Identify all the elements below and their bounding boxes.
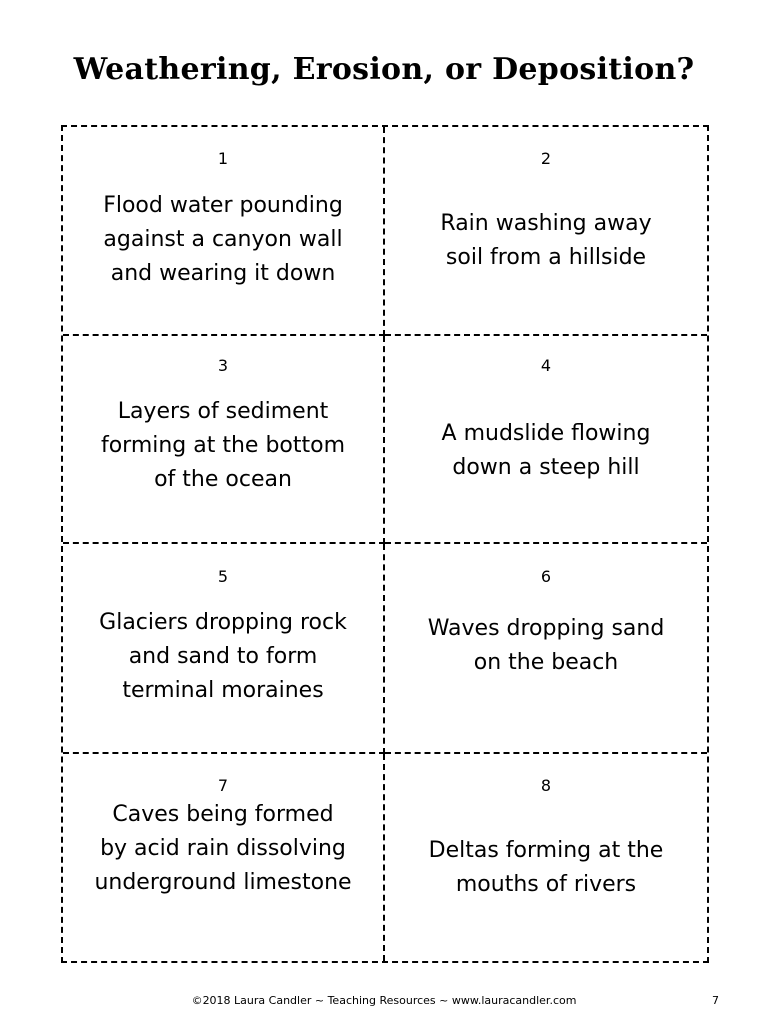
card-number: 2 [540, 149, 552, 168]
task-card-grid [61, 125, 709, 963]
card-number: 7 [217, 776, 229, 795]
task-card-7 [63, 754, 385, 961]
card-number: 3 [217, 356, 229, 375]
card-text: Deltas forming at the mouths of rivers [428, 838, 664, 897]
task-card-3 [63, 336, 385, 544]
task-card-6 [385, 544, 707, 754]
card-number: 1 [217, 149, 229, 168]
card-text: Rain washing away soil from a hillside [440, 211, 652, 270]
card-text: A mudslide flowing down a steep hill [441, 421, 651, 480]
card-number: 6 [540, 567, 552, 586]
card-number: 8 [540, 776, 552, 795]
footer-credit: ©2018 Laura Candler ~ Teaching Resources ~ www.lauracandler.com [191, 994, 577, 1007]
page-number: 7 [712, 994, 719, 1007]
card-number: 4 [540, 356, 552, 375]
card-number: 5 [217, 567, 229, 586]
card-text: Layers of sediment forming at the bottom of the ocean [100, 399, 346, 492]
card-text: Glaciers dropping rock and sand to form terminal moraines [99, 610, 347, 703]
card-text: Flood water pounding against a canyon wall and wearing it down [103, 193, 343, 286]
card-text: Caves being formed by acid rain dissolving underground limestone [94, 802, 352, 895]
task-card-1 [63, 127, 385, 336]
page-title: Weathering, Erosion, or Deposition? [73, 52, 695, 87]
task-card-5 [63, 544, 385, 754]
card-text: Waves dropping sand on the beach [427, 616, 665, 675]
task-card-2 [385, 127, 707, 336]
task-card-4 [385, 336, 707, 544]
task-card-8 [385, 754, 707, 961]
